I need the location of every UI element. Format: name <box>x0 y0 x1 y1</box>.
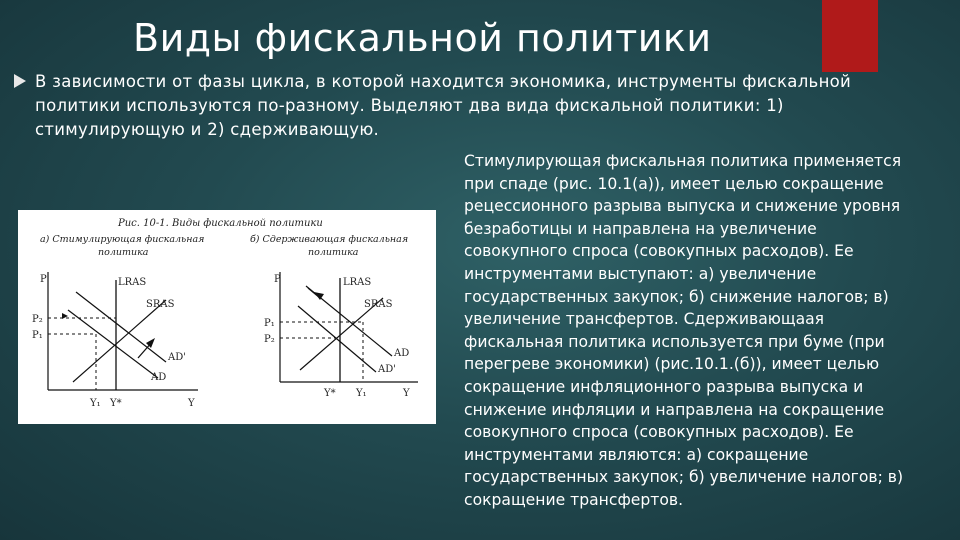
panel-a-ad-old-label: AD <box>151 372 167 383</box>
panel-b-sras-label: SRAS <box>364 299 393 310</box>
figure-graphics <box>18 210 436 424</box>
panel-a-lras-label: LRAS <box>118 277 147 288</box>
panel-a-y1-label: Y₁ <box>90 398 101 409</box>
panel-b <box>250 234 418 399</box>
panel-b-y1-label: Y₁ <box>356 388 367 399</box>
panel-b-title-2: политика <box>308 247 359 258</box>
panel-a-sras-label: SRAS <box>146 299 175 310</box>
panel-b-ad-old-label: AD <box>394 348 410 359</box>
accent-bar <box>822 0 878 72</box>
panel-a <box>32 234 204 409</box>
bullet-text: В зависимости от фазы цикла, в которой находится экономика, инструменты фискальной политики используются по-разному. Выделяют два вида фискальной политики: 1) стимулирующую и 2) сдерживающую. <box>35 72 852 139</box>
fiscal-policy-figure <box>18 210 436 424</box>
panel-a-y-label: Y <box>188 398 195 409</box>
panel-b-y-label: Y <box>403 388 410 399</box>
bullet-paragraph <box>14 70 914 142</box>
panel-b-p1-label: P₁ <box>264 318 275 329</box>
panel-b-lras-label: LRAS <box>343 277 372 288</box>
panel-b-title-1: б) Сдерживающая фискальная <box>250 234 409 245</box>
panel-b-ad-new-label: AD' <box>378 364 396 375</box>
policy-description: Стимулирующая фискальная политика применяется при спаде (рис. 10.1(а)), имеет целью сокращение рецессионного разрыва выпуска и снижение уровня безработицы и направлена на увеличение совокупного спроса (совокупных расходов). Ее инструментами выступают: а) увеличение государственных закупок; б) снижение налогов; в) увеличение трансфертов. Сдерживающаая фискальная политика используется при буме (при перегреве экономики) (рис.10.1.(б)), имеет целью сокращение инфляционного разрыва выпуска и снижение инфляции и направлена на сокращение совокупного спроса (совокупных расходов). Ее инструментами являются: а) сокращение государственных закупок; б) увеличение налогов; в) сокращение трансфертов. <box>464 152 904 509</box>
slide-title: Виды фискальной политики <box>133 16 712 60</box>
panel-a-p1-label: P₁ <box>32 330 43 341</box>
panel-a-ad-new-label: AD' <box>168 352 186 363</box>
panel-a-title-2: политика <box>98 247 149 258</box>
panel-a-p2-label: P₂ <box>32 314 43 325</box>
panel-a-p-label: P <box>40 274 47 285</box>
panel-a-ystar-label: Y* <box>110 398 122 409</box>
triangle-bullet-icon <box>14 74 26 88</box>
panel-b-p-label: P <box>274 274 281 285</box>
panel-b-p2-label: P₂ <box>264 334 275 345</box>
panel-a-title-1: а) Стимулирующая фискальная <box>40 234 205 245</box>
figure-caption: Рис. 10-1. Виды фискальной политики <box>118 218 323 229</box>
panel-b-ystar-label: Y* <box>324 388 336 399</box>
